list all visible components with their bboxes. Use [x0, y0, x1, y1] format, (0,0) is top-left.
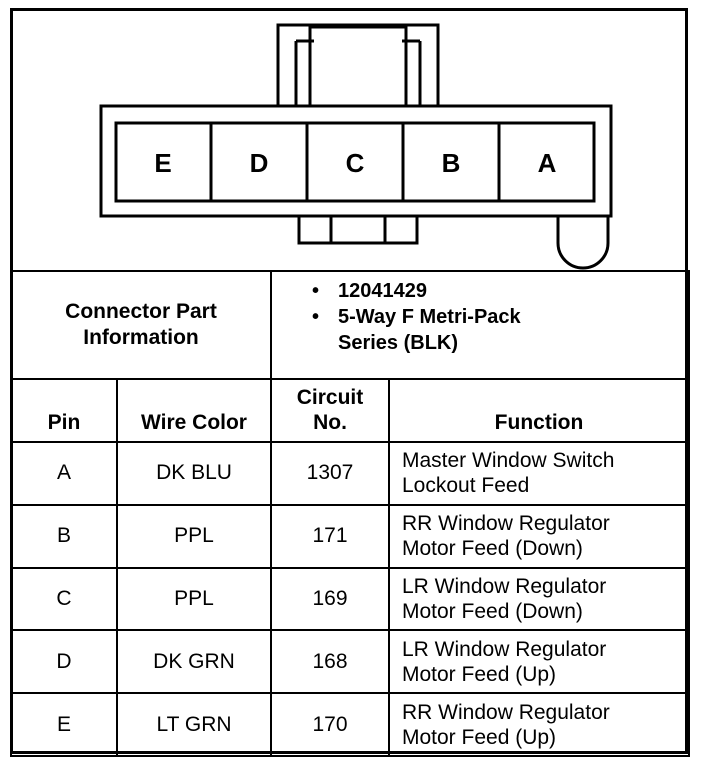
function-line1: RR Window Regulator	[402, 512, 610, 536]
cavity-label-a: A	[537, 148, 557, 178]
pinout-table	[10, 270, 690, 757]
function-line2: Motor Feed (Down)	[402, 600, 583, 623]
part-number: • 12041429	[312, 278, 688, 304]
pin-cell: D	[11, 630, 117, 693]
circuit-cell: 170	[271, 693, 389, 756]
cavity-label-b: B	[441, 148, 461, 178]
bottom-key	[299, 216, 417, 243]
function-cell	[389, 442, 689, 505]
wire-color-cell: LT GRN	[117, 693, 271, 756]
header-function: Function	[389, 379, 689, 442]
wire-color-cell: PPL	[117, 505, 271, 568]
function-line1: Master Window Switch	[402, 449, 615, 473]
header-pin: Pin	[11, 379, 117, 442]
function-line2: Motor Feed (Up)	[402, 725, 557, 749]
function-cell	[389, 693, 689, 756]
header-circuit	[271, 379, 389, 442]
connector-diagram	[13, 11, 685, 273]
function-line2: Lockout Feed	[402, 474, 530, 498]
connector-sheet	[10, 8, 688, 754]
connector-drawing	[13, 11, 685, 273]
circuit-cell: 169	[271, 568, 389, 631]
wire-color-cell: PPL	[117, 568, 271, 631]
connector-type	[312, 304, 688, 356]
wire-hook	[558, 216, 608, 268]
circuit-cell: 168	[271, 630, 389, 693]
pin-cell: A	[11, 442, 117, 505]
connector-part-label	[11, 271, 271, 379]
connector-part-info	[271, 271, 689, 379]
connector-label-line1: Connector Part	[65, 300, 217, 324]
connector-type-line1: 5-Way F Metri-Pack	[338, 306, 521, 328]
header-circuit-line1: Circuit	[296, 386, 364, 410]
table-row	[11, 442, 689, 505]
pin-cell: E	[11, 693, 117, 756]
function-cell	[389, 568, 689, 631]
connector-type-line2: Series (BLK)	[338, 332, 459, 354]
connector-label-line2: Information	[83, 326, 199, 350]
circuit-cell: 171	[271, 505, 389, 568]
table-row	[11, 693, 689, 756]
cavity-label-d: D	[249, 148, 269, 178]
function-cell	[389, 630, 689, 693]
function-cell	[389, 505, 689, 568]
function-line1: RR Window Regulator	[402, 700, 610, 724]
pin-cell: C	[11, 568, 117, 631]
table-row	[11, 505, 689, 568]
connector-info-row	[11, 271, 689, 379]
function-line1: LR Window Regulator	[402, 637, 607, 661]
function-line2: Motor Feed (Up)	[402, 662, 557, 686]
cavity-label-e: E	[154, 148, 172, 178]
header-circuit-line2: No.	[313, 411, 347, 435]
table-row	[11, 568, 689, 631]
lock-tab-outline	[278, 25, 438, 106]
cavity-label-c: C	[345, 148, 365, 178]
pin-cell: B	[11, 505, 117, 568]
header-wire-color: Wire Color	[117, 379, 271, 442]
circuit-cell: 1307	[271, 442, 389, 505]
lock-tab-inner	[310, 27, 406, 106]
wire-color-cell: DK BLU	[117, 442, 271, 505]
wire-color-cell: DK GRN	[117, 630, 271, 693]
header-row	[11, 379, 689, 442]
function-line1: LR Window Regulator	[402, 575, 607, 598]
function-line2: Motor Feed (Down)	[402, 537, 583, 561]
table-row	[11, 630, 689, 693]
